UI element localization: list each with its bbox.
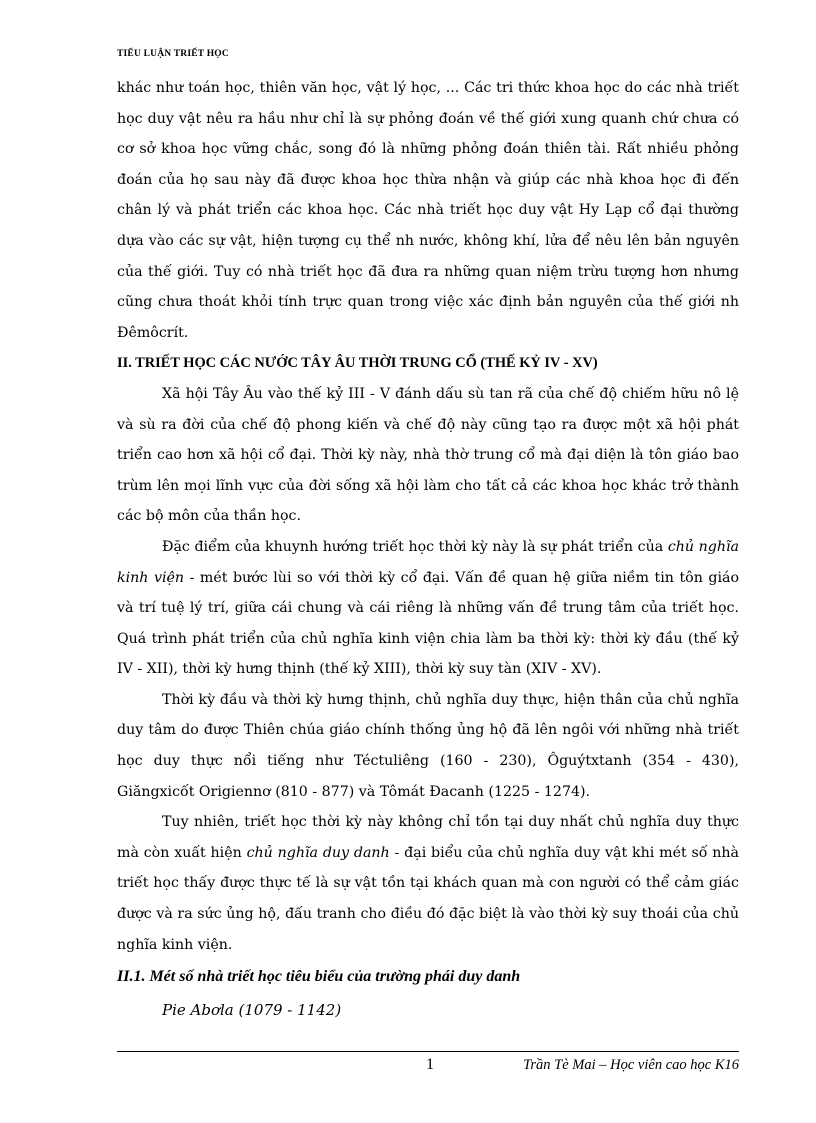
paragraph-3	[117, 532, 739, 685]
text-run: Đặc điểm của khuynh hướng triết học thời kỳ này là sự phát triển của	[162, 538, 668, 555]
text-line: của thế giới. Tuy có nhà triết học đã đưa ra những quan niệm trừu tượng hơn nhưng	[117, 263, 739, 280]
text-line: IV - XII), thời kỳ hưng thịnh (thế kỷ XIII), thời kỳ suy tàn (XIV - XV).	[117, 661, 602, 678]
paragraph-4	[117, 685, 739, 807]
text-line: và sù ra đời của chế độ phong kiến và chế độ này cũng tạo ra được một xã hội phát	[117, 416, 739, 433]
text-line: và trí tuệ lý trí, giữa cái chung và cái riêng là những vấn đề trung tâm của triết học.	[117, 600, 739, 617]
text-line	[117, 532, 739, 563]
text-line: Tuy nhiên, triết học thời kỳ này không chỉ tồn tại duy nhất chủ nghĩa duy thực	[162, 814, 739, 831]
text-line: nghĩa kinh viện.	[117, 936, 233, 953]
text-line: cũng chưa thoát khỏi tính trực quan trong việc xác định bản nguyên của thế giới nh	[117, 294, 739, 311]
text-line: dựa vào các sự vật, hiện tượng cụ thể nh nước, không khí, lửa để nêu lên bản nguyên	[117, 232, 739, 249]
text-line: cơ sở khoa học vững chắc, song đó là những phỏng đoán thiên tài. Rất nhiều phỏng	[117, 141, 739, 158]
text-line: duy tâm do được Thiên chúa giáo chính thống ủng hộ đã lên ngôi với những nhà triết	[117, 722, 739, 739]
footer-divider	[117, 1051, 739, 1052]
text-line: học duy vật nêu ra hầu như chỉ là sự phỏng đoán về thế giới xung quanh chứ chưa có	[117, 110, 739, 127]
subsection-heading: II.1. Mét số nhà triết học tiêu biểu của trường phái duy danh	[117, 968, 521, 986]
text-run: - đại biểu của chủ nghĩa duy vật khi mét số nhà	[389, 844, 740, 861]
text-run: - mét bước lùi so với thời kỳ cổ đại. Vấn đề quan hệ giữa niềm tin tôn giáo	[184, 569, 739, 586]
text-line: các bộ môn của thần học.	[117, 508, 302, 525]
text-line: Giăngxicốt Origiennơ (810 - 877) và Tômát Đacanh (1225 - 1274).	[117, 783, 591, 800]
text-line: triển cao hơn xã hội cổ đại. Thời kỳ này, nhà thờ trung cổ mà đại diện là tôn giáo bao	[117, 447, 739, 464]
footer-credit: Trần Tè Mai – Học viên cao học K16	[523, 1057, 739, 1073]
text-line: học duy thực nổi tiếng như Téctuliêng (160 - 230), Ôguýtxtanh (354 - 430),	[117, 753, 739, 770]
text-line: được và ra sức ủng hộ, đấu tranh cho điều đó đặc biệt là vào thời kỳ suy thoái của chủ	[117, 906, 739, 923]
text-line: Thời kỳ đầu và thời kỳ hưng thịnh, chủ nghĩa duy thực, hiện thân của chủ nghĩa	[162, 691, 739, 708]
text-line	[117, 563, 739, 594]
text-line: trùm lên mọi lĩnh vực của đời sống xã hội làm cho tất cả các khoa học khác trở thành	[117, 477, 739, 494]
author-line: Pie Abơla (1079 - 1142)	[162, 1001, 342, 1020]
text-line: chân lý và phát triển các khoa học. Các nhà triết học duy vật Hy Lạp cổ đại thường	[117, 202, 739, 219]
text-line: Quá trình phát triển của chủ nghĩa kinh viện chia làm ba thời kỳ: thời kỳ đầu (thế kỷ	[117, 630, 739, 647]
text-line: triết học thấy được thực tế là sự vật tồn tại khách quan mà con người có thể cảm giác	[117, 875, 739, 892]
paragraph-2	[117, 379, 739, 532]
paragraph-5	[117, 807, 739, 960]
text-line	[117, 838, 739, 869]
text-line: khác như toán học, thiên văn học, vật lý học, ... Các tri thức khoa học do các nhà triết	[117, 80, 739, 96]
text-run: mà còn xuất hiện	[117, 844, 247, 861]
paragraph-1	[117, 73, 739, 348]
text-line: Đêmôcrít.	[117, 324, 189, 341]
text-line: Xã hội Tây Âu vào thế kỷ III - V đánh dấu sù tan rã của chế độ chiếm hữu nô lệ	[162, 385, 739, 402]
section-heading: II. TRIẾT HỌC CÁC NƯỚC TÂY ÂU THỜI TRUNG CỔ (THẾ KỶ IV - XV)	[117, 355, 598, 372]
page-number: 1	[426, 1056, 434, 1073]
italic-term: chủ nghĩa	[667, 538, 739, 555]
italic-term: chủ nghĩa duy danh	[246, 844, 390, 861]
body-text	[117, 73, 739, 1026]
running-header: TIỂU LUẬN TRIẾT HỌC	[117, 49, 229, 59]
italic-term: kinh viện	[117, 569, 185, 586]
text-line: đoán của họ sau này đã được khoa học thừa nhận và giúp các nhà khoa học đi đến	[117, 171, 739, 188]
